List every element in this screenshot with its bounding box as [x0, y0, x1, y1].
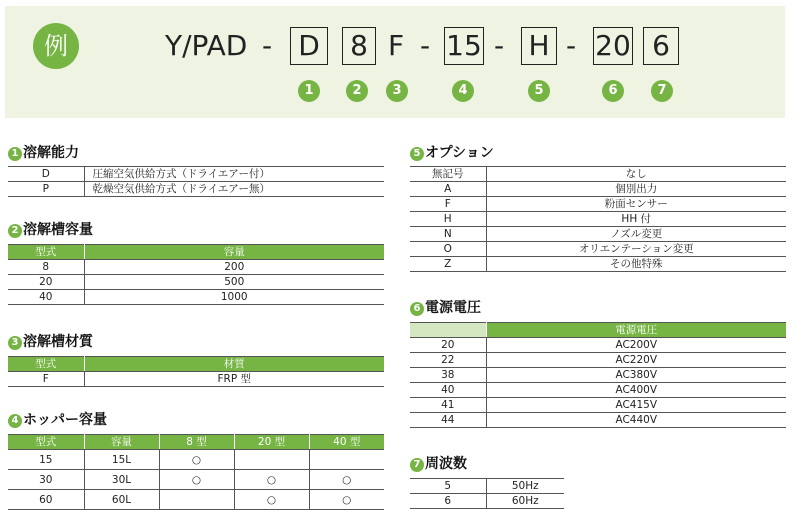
table-cell: 30	[8, 470, 84, 490]
section-4-label: ホッパー容量	[23, 412, 107, 428]
table-cell: AC400V	[486, 383, 786, 398]
marker-1: 1	[298, 80, 320, 102]
table-cell: F	[410, 197, 486, 212]
column-header: 型式	[8, 435, 84, 450]
table-row	[8, 450, 384, 470]
table-cell	[309, 450, 384, 470]
marker-6: 6	[602, 80, 624, 102]
table-cell: HH 付	[486, 212, 786, 227]
table-cell: 8	[8, 260, 84, 275]
section-1-number: 1	[8, 147, 22, 161]
marker-3: 3	[386, 80, 408, 102]
table-cell: AC220V	[486, 353, 786, 368]
column-header: 容量	[84, 435, 159, 450]
section-7-number: 7	[410, 458, 424, 472]
table-cell: ○	[159, 450, 234, 470]
marker-2: 2	[346, 80, 368, 102]
table-row	[410, 383, 786, 398]
table-row	[8, 470, 384, 490]
table-cell: なし	[486, 167, 786, 182]
table-cell: 60Hz	[486, 494, 564, 509]
marker-7: 7	[651, 80, 673, 102]
column-header: 型式	[8, 357, 84, 372]
table-cell: H	[410, 212, 486, 227]
table-cell: ノズル変更	[486, 227, 786, 242]
section-6-number: 6	[410, 302, 424, 316]
code-box-6: 20	[593, 27, 633, 65]
table-row	[410, 353, 786, 368]
section-5-label: オプション	[425, 145, 494, 161]
tank-material-table	[8, 356, 384, 387]
table-cell: ○	[234, 470, 309, 490]
table-cell: その他特殊	[486, 257, 786, 272]
table-row	[8, 167, 384, 182]
code-box-2: 8	[342, 27, 376, 65]
table-row	[410, 413, 786, 428]
table-header-row	[8, 245, 384, 260]
table-cell: 無記号	[410, 167, 486, 182]
table-row	[410, 494, 564, 509]
table-cell: 6	[410, 494, 486, 509]
column-header: 容量	[84, 245, 384, 260]
table-cell: ○	[234, 490, 309, 510]
table-cell: 15	[8, 450, 84, 470]
capacity-table	[8, 166, 384, 197]
table-cell: 20	[8, 275, 84, 290]
table-cell: 22	[410, 353, 486, 368]
table-row	[410, 197, 786, 212]
table-row	[8, 372, 384, 387]
section-7-label: 周波数	[425, 456, 467, 472]
column-header: 20 型	[234, 435, 309, 450]
table-row	[410, 338, 786, 353]
table-row	[8, 490, 384, 510]
section-7-title	[410, 455, 467, 473]
code-box-7: 6	[643, 27, 679, 65]
table-cell: 1000	[84, 290, 384, 305]
table-cell: AC380V	[486, 368, 786, 383]
table-cell: 5	[410, 479, 486, 494]
table-cell: A	[410, 182, 486, 197]
model-prefix: Y/PAD	[165, 29, 248, 62]
tank-volume-table	[8, 244, 384, 305]
table-cell: 20	[410, 338, 486, 353]
table-cell: オリエンテーション変更	[486, 242, 786, 257]
table-cell: AC200V	[486, 338, 786, 353]
table-cell: 41	[410, 398, 486, 413]
table-cell: ○	[309, 470, 384, 490]
dash-3: -	[494, 29, 505, 62]
marker-4: 4	[452, 80, 474, 102]
table-row	[8, 260, 384, 275]
column-header: 材質	[84, 357, 384, 372]
table-row	[410, 227, 786, 242]
section-2-label: 溶解槽容量	[23, 222, 93, 238]
table-cell: 乾燥空気供給方式（ドライエアー無）	[84, 182, 384, 197]
column-header: 8 型	[159, 435, 234, 450]
table-cell: Z	[410, 257, 486, 272]
table-cell: ○	[159, 470, 234, 490]
table-row	[410, 212, 786, 227]
table-cell: N	[410, 227, 486, 242]
table-row	[410, 479, 564, 494]
table-cell	[159, 490, 234, 510]
section-3-label: 溶解槽材質	[23, 334, 93, 350]
hopper-volume-table	[8, 434, 384, 510]
dash-2: -	[420, 29, 431, 62]
table-cell: D	[8, 167, 84, 182]
table-cell: 個別出力	[486, 182, 786, 197]
table-cell: FRP 型	[84, 372, 384, 387]
table-row	[410, 257, 786, 272]
section-1-label: 溶解能力	[23, 145, 79, 161]
table-cell	[234, 450, 309, 470]
table-row	[8, 290, 384, 305]
section-1-title	[8, 144, 79, 162]
code-box-5: H	[521, 27, 557, 65]
table-cell: P	[8, 182, 84, 197]
table-cell: F	[8, 372, 84, 387]
table-cell: 圧縮空気供給方式（ドライエアー付）	[84, 167, 384, 182]
column-header-blank	[410, 323, 486, 338]
marker-5: 5	[528, 80, 550, 102]
section-6-label: 電源電圧	[425, 300, 481, 316]
code-letter-f: F	[388, 29, 405, 62]
code-box-1: D	[290, 27, 328, 65]
table-cell: 60L	[84, 490, 159, 510]
example-badge: 例	[33, 23, 79, 69]
dash-1: -	[262, 29, 273, 62]
table-cell: 40	[8, 290, 84, 305]
table-row	[410, 242, 786, 257]
table-cell: 60	[8, 490, 84, 510]
table-header-row	[8, 357, 384, 372]
section-3-title	[8, 333, 93, 351]
option-table	[410, 166, 786, 272]
table-cell: 40	[410, 383, 486, 398]
table-cell: 50Hz	[486, 479, 564, 494]
section-2-number: 2	[8, 224, 22, 238]
column-header: 電源電圧	[486, 323, 786, 338]
voltage-table	[410, 322, 786, 428]
column-header: 型式	[8, 245, 84, 260]
table-cell: AC440V	[486, 413, 786, 428]
table-cell: 粉面センサー	[486, 197, 786, 212]
table-row	[410, 167, 786, 182]
section-5-number: 5	[410, 147, 424, 161]
table-row	[410, 368, 786, 383]
section-6-title	[410, 299, 481, 317]
column-header: 40 型	[309, 435, 384, 450]
table-row	[8, 182, 384, 197]
table-cell: O	[410, 242, 486, 257]
section-4-number: 4	[8, 414, 22, 428]
frequency-table	[410, 478, 564, 509]
table-row	[410, 398, 786, 413]
table-header-row	[410, 323, 786, 338]
table-cell: 200	[84, 260, 384, 275]
table-cell: AC415V	[486, 398, 786, 413]
dash-4: -	[566, 29, 577, 62]
table-cell: 15L	[84, 450, 159, 470]
code-box-4: 15	[444, 27, 484, 65]
table-cell: ○	[309, 490, 384, 510]
table-cell: 500	[84, 275, 384, 290]
table-cell: 38	[410, 368, 486, 383]
section-5-title	[410, 144, 494, 162]
section-4-title	[8, 411, 107, 429]
table-cell: 44	[410, 413, 486, 428]
section-3-number: 3	[8, 336, 22, 350]
section-2-title	[8, 221, 93, 239]
table-cell: 30L	[84, 470, 159, 490]
table-row	[410, 182, 786, 197]
table-header-row	[8, 435, 384, 450]
table-row	[8, 275, 384, 290]
